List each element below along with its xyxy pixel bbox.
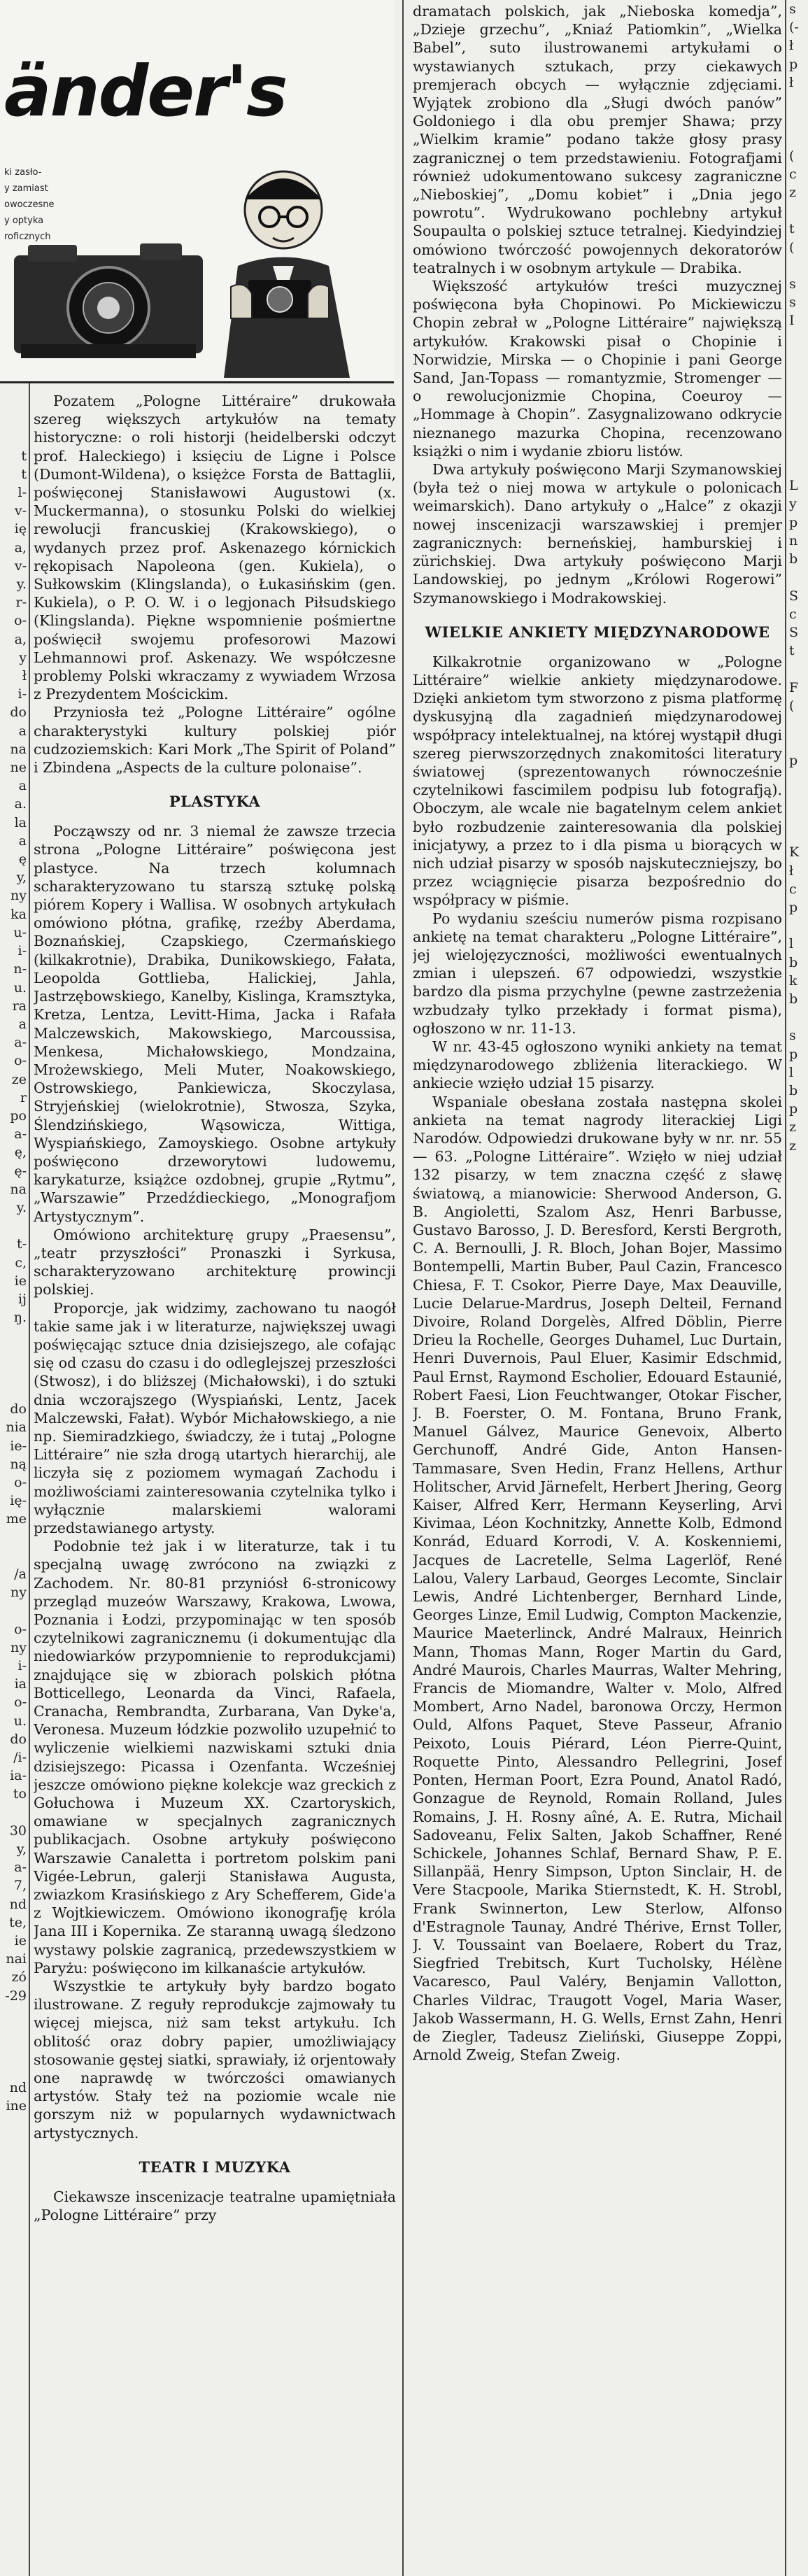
article-paragraph: Podobnie też jak i w literaturze, tak i tu specjalną uwagę zwrócono na związki z Zachodem. Nr. 80-81 przyniósł 6-stronicowy przegląd muzeów Warszawy, Krakowa, Lwowa, Poznania i Łodzi, przypominając w ten sposób czytelnikowi zagranicznemu (i dokumentując dla niedowiarków przypomnienie to reprodukcjami) znajdujące się w zbiorach polskich płótna Botticellego, Leonarda da Vinci, Rafaela, Cranacha, Rembrandta, Zurbarana, Van Dyke'a, Veronesa. Muzeum łódzkie pozwoliło uzupełnić to wyliczenie wielkiemi nazwiskami sztuki dnia dzisiejszego: Picassa i Ozenfanta. Wcześniej jeszcze omówiono piękne kolekcje waz greckich z Gołuchowa i Muzeum XX. Czartoryskich, omawiane w specjalnych zagranicznych publikacjach. Osobne artykuły poświęcono Warszawie Canaletta i portretom polskim pani Vigée-Lebrun, galerji Stanisława Augusta, zwiazkom Krasińskiego z Ary Schefferem, Gide'a z Wojtkiewiczem. Omówiono ikonografję króla Jana III i Kopernika. Ze staranną uwagą śledzono wystawy polskie zagranicą, przedewszystkiem w Paryżu: poświęcono im kilkanaście artykułów.	[34, 1538, 396, 1976]
clipped-text-fragment: me	[6, 1511, 27, 1527]
column-rule	[29, 383, 30, 2576]
clipped-text-fragment	[789, 2145, 808, 2163]
clipped-text-fragment	[789, 2512, 808, 2530]
clipped-text-fragment	[789, 1320, 808, 1338]
clipped-text-fragment: o-	[14, 613, 27, 629]
clipped-text-fragment	[789, 1008, 808, 1026]
clipped-text-fragment: ię	[14, 521, 27, 537]
clipped-text-fragment	[0, 2152, 27, 2170]
clipped-text-fragment: y,	[16, 870, 27, 886]
clipped-text-fragment	[789, 1668, 808, 1686]
article-paragraph: Począwszy od nr. 3 niemal że zawsze trzecia strona „Pologne Littéraire” poświęcona jest plastyce. Na trzech kolumnach scharakteryzowano tu starszą sztukę polską piórem Kopery i Wallisa. W osobnych artykułach omówiono płótna, grafikę, rzeźby Aberdama, Boznańskiej, Czapskiego, Czermańskiego (kilkakrotnie), Drabika, Dunikowskiego, Fałata, Leopolda Gottlieba, Halickiej, Jahla, Jastrzębowskiego, Kanelby, Kislinga, Kramsztyka, Kretza, Lentza, Levitt-Hima, Jacka i Rafała Malczewskich, Makowskiego, Marcoussisa, Menkesa, Michałowskiego, Mondzaina, Mrożewskiego, Meli Muter, Noakowskiego, Ostrowskiego, Pankiewicza, Skoczylasa, Stryjeńskiej (wielokrotnie), Stwosza, Szyka, Ślendzińskiego, Wąsowicza, Wittiga, Wyspiańskiego, Zamoyskiego. Osobne artykuły poświęcono drzeworytowi ludowemu, karykaturze, książce ozdobnej, grupie „Rytmu”, „Warszawie” Przedźdieckiego, „Monografjom Artystycznym”.	[34, 823, 396, 1225]
clipped-text-fragment	[789, 1852, 808, 1870]
article-paragraph: Kilkakrotnie organizowano w „Pologne Littéraire” wielkie ankiety międzynarodowe. Dzięki ankietom tym stworzono z pisma platformę dyskusyjną dla zagadnień międzynarodowej współpracy intelektualnej, na której wystąpił długi szereg pierwszorzędnych znakomitości literatury światowej (sprezentowanych równocześnie czytelnikowi fascimilem podpisu lub fotografją). Oboczym, ale wcale nie bagatelnym celem ankiet było rozbudzenie zainteresowania dla polskiej inicjatywy, a przez to i dla pisma u biorących w nich udział pisarzy w sposób najskuteczniejszy, bo przez wciągnięcie pisarza bezpośrednio do współpracy w piśmie.	[413, 653, 782, 909]
clipped-text-fragment: ie	[14, 1933, 27, 1949]
clipped-text-fragment: I	[789, 313, 795, 329]
clipped-text-fragment	[0, 1804, 27, 1822]
clipped-text-fragment	[789, 770, 808, 788]
camera-illustration	[14, 243, 203, 358]
clipped-text-fragment	[789, 1229, 808, 1247]
clipped-text-fragment	[789, 1741, 808, 1760]
clipped-text-fragment	[789, 1595, 808, 1613]
clipped-text-fragment	[789, 917, 808, 935]
clipped-text-fragment	[789, 1797, 808, 1815]
column-rule	[402, 0, 404, 2576]
section-heading: TEATR I MUZYKA	[139, 2158, 291, 2176]
article-paragraph: Proporcje, jak widzimy, zachowano tu naogół takie same jak i w literaturze, największej uwagi poświęcając sztuce dnia dzisiejszego, ale cofając się od czasu do czasu i do odleglejszej przeszłości (Stwosz), i do bliższej (Michałowski), i do sztuki dnia wczorajszego (Wyspiański, Lentz, Jacek Malczewski, Fałat). Wybór Michałowskiego, a nie np. Siemiradzkiego, świadczy, że i tutaj „Pologne Littéraire” nie szła drogą utartych hierarchij, ale liczyła się z poziomem wymagań Zachodu i możliwościami zainteresowania czytelnika tylko i wyłącznie malarskiemi walorami przedstawianego artysty.	[34, 1299, 396, 1536]
article-paragraph: Wszystkie te artykuły były bardzo bogato ilustrowane. Z reguły reprodukcje zajmowały tu więcej miejsca, niż sam tekst artykułu. Ich oblitość oraz dobry papier, umożliwiający stosowanie gęstej siatki, sprawiały, iż orjentowały one naprawdę w twórczości omawianych artystów. Stały też na poziomie wcale nie gorszym niż w popularnych wydawnictwach artystycznych.	[34, 1978, 396, 2142]
clipped-text-fragment: c	[789, 166, 797, 182]
clipped-text-fragment: y	[789, 496, 797, 512]
clipped-text-fragment	[0, 2041, 27, 2060]
clipped-text-fragment: do	[10, 705, 27, 721]
clipped-text-fragment: /i-	[13, 1750, 27, 1766]
clipped-text-fragment: p	[789, 1101, 798, 1117]
clipped-text-fragment: nd	[9, 1896, 27, 1912]
advert-line: owoczesne	[4, 199, 55, 210]
clipped-text-fragment	[789, 1466, 808, 1485]
clipped-text-fragment: c	[789, 881, 797, 897]
clipped-text-fragment	[789, 1522, 808, 1540]
clipped-text-fragment: ł	[789, 863, 794, 879]
clipped-text-fragment	[0, 1364, 27, 1382]
clipped-text-fragment	[789, 330, 808, 348]
clipped-text-fragment	[789, 257, 808, 275]
clipped-text-fragment	[789, 1687, 808, 1705]
clipped-text-fragment: s	[789, 276, 796, 292]
clipped-text-fragment	[0, 1382, 27, 1400]
clipped-text-fragment	[789, 2035, 808, 2053]
clipped-text-fragment: l-	[17, 485, 27, 501]
article-paragraph: Ciekawsze inscenizacje teatralne upamiętniała „Pologne Littéraire” przy	[34, 2188, 396, 2224]
clipped-text-fragment	[789, 2328, 808, 2347]
clipped-text-fragment	[789, 110, 808, 128]
clipped-text-fragment	[789, 1375, 808, 1393]
clipped-text-fragment	[789, 2072, 808, 2090]
clipped-text-fragment: ka	[10, 906, 27, 922]
clipped-text-fragment: c,	[15, 1254, 27, 1271]
clipped-text-fragment	[789, 1485, 808, 1503]
clipped-text-fragment	[789, 1412, 808, 1430]
clipped-text-fragment: ij	[18, 1291, 27, 1307]
clipped-text-fragment	[789, 1705, 808, 1723]
clipped-text-fragment: zó	[11, 1969, 27, 1986]
article-paragraph: Omówiono architekturę grupy „Praesensu”, „teatr przyszłości” Pronaszki i Syrkusa, scharakteryzowano architekturę prowincji polskiej.	[34, 1226, 396, 1298]
clipped-text-fragment: na	[10, 1181, 27, 1197]
clipped-text-fragment	[789, 1155, 808, 1173]
clipped-text-fragment	[789, 1944, 808, 1962]
clipped-text-fragment	[789, 2438, 808, 2456]
clipped-text-fragment	[789, 1448, 808, 1466]
clipped-text-fragment: s	[789, 1028, 796, 1044]
clipped-text-fragment	[0, 2133, 27, 2151]
clipped-text-fragment: /a	[14, 1566, 27, 1582]
clipped-text-fragment	[789, 201, 808, 220]
clipped-text-fragment: b	[789, 551, 798, 567]
article-paragraph: W nr. 43-45 ogłoszono wyniki ankiety na temat międzynarodowego zbliżenia literackiego. W ankiecie wzięło udział 15 pisarzy.	[413, 1038, 782, 1092]
advert-illustration	[0, 161, 392, 378]
clipped-text-fragment	[789, 1870, 808, 1888]
clipped-text-fragment	[789, 2383, 808, 2401]
clipped-text-fragment: o-	[14, 1694, 27, 1711]
clipped-text-fragment: o-	[14, 1053, 27, 1069]
clipped-text-fragment	[789, 2255, 808, 2273]
clipped-text-fragment: r	[20, 1089, 27, 1105]
clipped-text-fragment: ia	[14, 1676, 27, 1692]
clipped-text-fragment: 30	[9, 1823, 27, 1839]
clipped-text-fragment: k	[789, 972, 798, 989]
clipped-text-fragment: ie-	[10, 1438, 27, 1454]
clipped-text-fragment	[789, 2291, 808, 2309]
clipped-text-fragment: ię-	[10, 1493, 27, 1509]
clipped-text-fragment: na	[10, 741, 27, 757]
clipped-text-fragment: v-	[14, 558, 27, 574]
clipped-text-fragment	[789, 1815, 808, 1833]
clipped-text-fragment: b	[789, 991, 798, 1007]
clipped-text-fragment	[789, 2181, 808, 2200]
clipped-text-fragment: s	[789, 295, 796, 311]
clipped-text-fragment	[789, 2347, 808, 2365]
clipped-text-fragment: ł	[789, 74, 794, 90]
section-heading: PLASTYKA	[169, 793, 261, 811]
clipped-text-fragment: po	[10, 1107, 27, 1124]
clipped-text-fragment: z	[789, 185, 797, 201]
clipped-text-fragment	[789, 807, 808, 825]
clipped-text-fragment	[789, 403, 808, 421]
clipped-text-fragment	[789, 788, 808, 807]
clipped-text-fragment	[789, 660, 808, 678]
clipped-text-fragment: nia	[6, 1420, 27, 1436]
clipped-text-fragment: do	[10, 1731, 27, 1747]
clipped-text-fragment: n-	[13, 961, 27, 977]
clipped-text-fragment: ę	[18, 851, 27, 868]
clipped-text-fragment	[789, 2475, 808, 2493]
clipped-text-fragment: a,	[14, 539, 27, 555]
clipped-text-fragment: i-	[17, 1658, 27, 1674]
clipped-text-fragment	[789, 715, 808, 733]
clipped-text-fragment	[789, 1760, 808, 1778]
clipped-text-fragment	[0, 2005, 27, 2023]
clipped-text-fragment: u-	[13, 924, 27, 940]
clipped-text-fragment: y	[19, 649, 27, 665]
article-paragraph: Przyniosła też „Pologne Littéraire” ogólne charakterystyki kultury polskiej piór cudzoziemskich: Kari Mork „The Spirit of Poland” i Zbindena „Aspects de la culture polonaise”.	[34, 704, 396, 777]
clipped-text-fragment	[789, 2493, 808, 2512]
clipped-text-fragment	[789, 1283, 808, 1301]
clipped-text-fragment	[789, 2163, 808, 2181]
clipped-text-fragment	[0, 410, 27, 428]
clipped-text-fragment: t	[789, 221, 795, 237]
clipped-text-fragment: S	[789, 624, 799, 640]
clipped-text-fragment: v-	[14, 503, 27, 519]
clipped-text-fragment: ł	[22, 668, 27, 684]
clipped-text-fragment: y.	[16, 576, 27, 593]
clipped-right-column	[789, 0, 808, 2576]
clipped-text-fragment	[789, 128, 808, 146]
clipped-text-fragment: s	[789, 1, 796, 17]
clipped-text-fragment: ną	[10, 1456, 27, 1472]
clipped-text-fragment: (	[789, 239, 795, 255]
clipped-text-fragment: z	[789, 1138, 797, 1154]
clipped-text-fragment	[789, 1540, 808, 1558]
clipped-text-fragment: y.	[16, 1199, 27, 1215]
advert-line: y optyka	[4, 215, 44, 226]
clipped-text-fragment	[789, 1906, 808, 1925]
clipped-text-fragment: b	[789, 1082, 798, 1098]
clipped-text-fragment: nai	[6, 1951, 27, 1967]
article-paragraph: Po wydaniu sześciu numerów pisma rozpisano ankietę na temat charakteru „Pologne Littéraire”, jej wielojęzyczności, możliwości ewentualnych zmian i ulepszeń. 67 odpowiedzi, wszystkie bardzo dla pisma przychylne (pewne zastrzeżenia wzbudzały tylko przekłady i format pisma), ogłoszono w nr. 11-13.	[413, 910, 782, 1037]
clipped-text-fragment: a,	[14, 631, 27, 647]
article-column-left	[34, 392, 396, 2573]
clipped-text-fragment	[789, 568, 808, 586]
clipped-text-fragment: ny	[10, 1585, 27, 1601]
photographer-illustration	[224, 171, 350, 378]
clipped-text-fragment: ę-	[14, 1163, 27, 1179]
clipped-text-fragment: c	[789, 606, 797, 622]
clipped-text-fragment: (	[789, 698, 795, 714]
clipped-text-fragment	[789, 440, 808, 458]
clipped-text-fragment: a	[18, 1016, 27, 1032]
clipped-text-fragment	[789, 1613, 808, 1632]
section-heading: WIELKIE ANKIETY MIĘDZYNARODOWE	[425, 623, 770, 641]
clipped-text-fragment	[789, 1980, 808, 1998]
clipped-text-fragment: p	[789, 514, 798, 530]
clipped-text-fragment	[789, 2365, 808, 2383]
clipped-text-fragment: a	[18, 723, 27, 739]
clipped-text-fragment	[789, 1191, 808, 1210]
clipped-text-fragment	[789, 1430, 808, 1448]
clipped-text-fragment: nd	[9, 2079, 27, 2095]
clipped-text-fragment	[789, 1338, 808, 1357]
clipped-text-fragment	[789, 385, 808, 403]
advert-brand: änder's	[4, 50, 287, 132]
clipped-text-fragment	[789, 2237, 808, 2255]
clipped-text-fragment: t-	[16, 1236, 27, 1252]
clipped-text-fragment: ny	[10, 888, 27, 904]
clipped-text-fragment: ne	[10, 760, 27, 776]
clipped-text-fragment	[789, 1173, 808, 1191]
clipped-text-fragment	[789, 1962, 808, 1980]
clipped-text-fragment: t	[21, 466, 27, 482]
clipped-text-fragment: l	[789, 936, 794, 952]
clipped-text-fragment	[789, 1503, 808, 1522]
clipped-text-fragment: S	[789, 588, 799, 604]
clipped-text-fragment	[789, 2310, 808, 2328]
clipped-text-fragment: ny	[10, 1639, 27, 1655]
clipped-text-fragment: ie	[14, 1273, 27, 1289]
clipped-text-fragment	[789, 1558, 808, 1576]
clipped-text-fragment	[0, 2115, 27, 2133]
clipped-text-fragment	[789, 2530, 808, 2548]
clipped-text-fragment	[789, 2016, 808, 2034]
clipped-text-fragment	[0, 2060, 27, 2078]
clipped-text-fragment	[789, 2090, 808, 2108]
clipped-text-fragment: t	[21, 448, 27, 464]
clipped-text-fragment: p	[789, 753, 798, 769]
clipped-text-fragment	[0, 1529, 27, 1547]
article-paragraph: Wspaniale obesłana została następna skolei ankieta na temat nagrody literackiej Ligi Narodów. Odpowiedzi drukowane były w nr. nr. 55 — 63. „Pologne Littéraire”. Wzięło w niej udział 132 pisarzy, w tem znaczna część z sławę światową, a mianowicie: Sherwood Anderson, G. B. Angioletti, Szalom Asz, Henri Barbusse, Gustavo Barosso, J. D. Beresford, Kersti Bergroth, C. A. Bernoulli, J. R. Bloch, Johan Bojer, Massimo Bontempelli, Martin Buber, Paul Cazin, Francesco Chiesa, F. T. Csokor, Pierre Daye, Max Deauville, Lucie Delarue-Mardrus, Joseph Delteil, Fernand Divoire, Roland Dorgelès, Alfred Döblin, Pierre Drieu la Rochelle, Georges Duhamel, Luc Durtain, Henri Duvernois, Paul Eluer, Kasimir Edschmid, Paul Ernst, Raymond Escholier, Edouard Estaunié, Robert Faesi, Lion Feuchtwanger, Otokar Fischer, J. B. Foerster, O. M. Fontana, Bruno Frank, Manuel Gálvez, Maurice Genevoix, Alberto Gerchunoff, André Gide, Anton Hansen-Tammasare, Sven Hedin, Franz Hellens, Arthur Holitscher, Arvid Järnefelt, Herbert Jhering, Georg Kaiser, Alfred Kerr, Hermann Keyserling, Arvi Kivimaa, Léon Kochnitzky, Annette Kolb, Edmond Konrád, Eduard Korrodi, V. A. Koskenniemi, Jacques de Lacretelle, Selma Lagerlöf, René Lalou, Valery Larbaud, Georges Lecomte, Sinclair Lewis, André Lichtenberger, Bernhard Linde, Georges Linze, Emil Ludwig, Compton Mackenzie, Maurice Maeterlinck, André Malraux, Heinrich Mann, Thomas Mann, Roger Martin du Gard, André Maurois, Charles Maurras, Walter Mehring, Francis de Miomandre, Walter v. Molo, Alfred Mombert, Arno Nadel, baronowa Orczy, Hermon Ould, Alfons Paquet, Steve Passeur, Afranio Peixoto, Louis Piérard, Léon Pierre-Quint, Roquette Pinto, Alessandro Pellegrini, Josef Ponten, Herman Poort, Ezra Pound, Anatol Radó, Gonzague de Reynold, Romain Rolland, Jules Romains, J. H. Rosny aîné, A. E. Rutra, Michail Sadoveanu, Felix Salten, Jakob Schaffner, René Schickele, Johannes Schlaf, Bernard Shaw, P. E. Sillanpää, Henry Simpson, Upton Sinclair, H. de Vere Stacpoole, Marika Stiernstedt, K. H. Strobl, Frank Swinnerton, Lew Sterlow, Alfonso d'Estragnole Taunay, André Thérive, Ernst Toller, J. V. Toussaint van Boelaere, Robert du Traz, Siegfried Trebitsch, Kurt Tucholsky, Hélène Vacaresco, Paul Valéry, Benjamin Vallotton, Charles Vildrac, Traugott Vogel, Maria Waser, Jakob Wassermann, H. G. Wells, Ernst Zahn, Henri de Ziegler, Tadeusz Zieliński, Giuseppe Zoppi, Arnold Zweig, Stefan Zweig.	[413, 1093, 782, 2064]
advert-line: y zamiast	[4, 183, 48, 194]
clipped-text-fragment: do	[10, 1401, 27, 1417]
clipped-text-fragment	[789, 92, 808, 110]
clipped-text-fragment	[789, 1778, 808, 1797]
clipped-text-fragment	[789, 1210, 808, 1228]
clipped-text-fragment	[0, 1547, 27, 1565]
clipped-text-fragment	[789, 1650, 808, 1668]
clipped-text-fragment	[789, 2566, 808, 2576]
clipped-text-fragment	[789, 2548, 808, 2566]
clipped-text-fragment	[789, 1833, 808, 1851]
article-paragraph: Większość artykułów treści muzycznej poświęcona była Chopinowi. Po Mickiewiczu Chopin zebrał w „Pologne Littéraire” największą artykułów. Krakowski pisał o Chopinie i Norwidzie, Mirska — o Chopinie i pani George Sand, Jan-Topass — romantyzmie, Stromenger — o rewolucjonizmie Chopina, Coeuroy — „Hommage à Chopin”. Zasygnalizowano odkrycie nieznanego mazurka Chopina, recenzowano książki o nim i wydanie zbioru listów.	[413, 278, 782, 460]
clipped-text-fragment: o-	[14, 1474, 27, 1490]
clipped-text-fragment	[789, 1723, 808, 1741]
advert-line: ki zasło-	[4, 167, 42, 178]
clipped-text-fragment: u.	[13, 979, 27, 996]
clipped-text-fragment	[0, 1326, 27, 1345]
clipped-text-fragment: ŋ.	[13, 1310, 27, 1326]
clipped-text-fragment: o-	[14, 1621, 27, 1637]
clipped-text-fragment	[789, 422, 808, 440]
clipped-text-fragment: ę,	[14, 1145, 27, 1161]
clipped-text-fragment	[789, 733, 808, 751]
article-paragraph: Dwa artykuły poświęcono Marji Szymanowskiej (była też o niej mowa w artykule o polonicach weimarskich). Dano artykuły o „Halce” z okazji nowej inscenizacji warszawskiej i premjer zagranicznych: berneńskiej, hamburskiej i zürichskiej. Dwa artykuły poświęcono Marji Landowskiej, po jednym „Królowi Rogerowi” Szymanowskiego i Modrakowskiej.	[413, 461, 782, 607]
clipped-text-fragment	[789, 2053, 808, 2072]
clipped-text-fragment	[789, 2402, 808, 2420]
clipped-left-column	[0, 392, 27, 2568]
clipped-text-fragment: a	[18, 778, 27, 794]
clipped-text-fragment: la	[14, 814, 27, 830]
clipped-text-fragment: (-	[789, 20, 799, 36]
clipped-text-fragment	[789, 1247, 808, 1265]
clipped-text-fragment: to	[13, 1786, 27, 1802]
clipped-text-fragment	[789, 367, 808, 385]
clipped-text-fragment: F	[789, 679, 799, 695]
clipped-text-fragment: i-	[17, 943, 27, 959]
clipped-text-fragment: ra	[12, 998, 27, 1014]
clipped-text-fragment	[789, 1357, 808, 1375]
clipped-text-fragment: 7,	[13, 1878, 27, 1894]
clipped-text-fragment: L	[789, 478, 798, 494]
clipped-text-fragment: te,	[9, 1914, 27, 1930]
clipped-text-fragment: -29	[5, 1988, 27, 2004]
clipped-text-fragment	[0, 1601, 27, 1620]
clipped-text-fragment	[0, 428, 27, 446]
clipped-text-fragment: a	[18, 833, 27, 849]
clipped-text-fragment	[789, 2420, 808, 2438]
clipped-text-fragment: l	[789, 1064, 794, 1080]
article-column-right	[413, 2, 782, 2574]
clipped-text-fragment: a.	[14, 796, 27, 812]
clipped-text-fragment	[789, 1888, 808, 1906]
clipped-text-fragment	[0, 2023, 27, 2041]
clipped-text-fragment: ia-	[10, 1768, 27, 1784]
clipped-text-fragment	[0, 1217, 27, 1235]
clipped-text-fragment: u.	[13, 1713, 27, 1729]
clipped-text-fragment: p	[789, 1046, 798, 1062]
clipped-text-fragment: ze	[11, 1071, 27, 1087]
clipped-text-fragment: ine	[6, 2097, 27, 2114]
clipped-text-fragment: y,	[16, 1841, 27, 1857]
clipped-text-fragment: i-	[17, 686, 27, 702]
article-paragraph: Pozatem „Pologne Littéraire” drukowała szereg większych artykułów na tematy historyczne: o roli historji (heidelberski odczyt prof. Haleckiego) i księciu de Ligne i Polsce (Dumont-Wildena), o księżce Forsta de Battaglii, poświęconej Stanisławowi Augustowi (x. Muckermanna), o stosunku Polski do wielkiej rewolucji francuskiej (Krakowskiego), o wydanych przez prof. Askenazego kórnickich rękopisach Napoleona (gen. Kukiela), o Sułkowskim (Klingslanda), o Łukasińskim (gen. Kukiela), o P. O. W. i o legjonach Piłsudskiego (Klingslanda). Piękne wspomnienie pośmiertne poświęcił swojemu profesorowi Mazowi Lehmannowi prof. Askenazy. We współczesne problemy Polski wkraczamy z wywiadem Wrzosa z Prezydentem Mościckim.	[34, 392, 396, 703]
clipped-text-fragment	[789, 2218, 808, 2237]
clipped-text-fragment	[789, 2200, 808, 2218]
clipped-text-fragment: b	[789, 954, 798, 970]
clipped-text-fragment	[789, 1925, 808, 1943]
clipped-text-fragment	[789, 825, 808, 843]
clipped-text-fragment	[789, 2456, 808, 2475]
camera-advertisement	[0, 0, 394, 383]
clipped-text-fragment: K	[789, 844, 800, 861]
clipped-text-fragment	[789, 1265, 808, 1283]
clipped-text-fragment: t	[789, 643, 795, 659]
clipped-text-fragment: p	[789, 899, 798, 915]
clipped-text-fragment: a-	[14, 1860, 27, 1876]
clipped-text-fragment: a-	[14, 1126, 27, 1142]
clipped-text-fragment	[789, 2273, 808, 2291]
clipped-text-fragment	[789, 1393, 808, 1411]
clipped-text-fragment	[789, 1632, 808, 1650]
clipped-text-fragment: p	[789, 56, 798, 72]
clipped-text-fragment	[789, 2108, 808, 2126]
clipped-text-fragment	[789, 2127, 808, 2145]
clipped-text-fragment	[0, 392, 27, 410]
clipped-text-fragment	[789, 1301, 808, 1319]
clipped-text-fragment: (	[789, 148, 795, 164]
clipped-text-fragment: z	[789, 1119, 797, 1135]
clipped-text-fragment: ł	[789, 38, 794, 54]
clipped-text-fragment	[789, 1576, 808, 1594]
clipped-text-fragment: r-	[15, 595, 27, 611]
advert-line: roficznych	[4, 232, 51, 242]
clipped-text-fragment	[789, 458, 808, 476]
column-rule	[785, 0, 786, 2576]
article-paragraph: dramatach polskich, jak „Nieboska komedja”, „Dzieje grzechu”, „Kniaź Patiomkin”, „Wielka Babel”, suto ilustrowanemi artykułami o wystawianych sztukach, przy ciekawych premjerach obcych — wyłącznie zdjęciami. Wyjątek zrobiono dla „Sługi dwóch panów” Goldoniego i dla obu premjer Shawa; przy „Wielkim kramie” podano także głosy prasy zagranicznej o tem przedstawieniu. Fotografjami również udokumentowano sukcesy zagraniczne „Nieboskiej”, „Domu kobiet” i „Dnia jego powrotu”. Wydrukowano pochlebny artykuł Soupaulta o polskiej sztuce tetralnej. Kiedyindziej omówiono twórczość powojennych dekoratorów teatralnych i w osobnym artykule — Drabika.	[413, 3, 782, 276]
clipped-text-fragment	[789, 348, 808, 367]
clipped-text-fragment: n	[789, 532, 798, 549]
clipped-text-fragment	[789, 1998, 808, 2016]
clipped-text-fragment: a-	[14, 1035, 27, 1051]
clipped-text-fragment	[0, 1345, 27, 1364]
